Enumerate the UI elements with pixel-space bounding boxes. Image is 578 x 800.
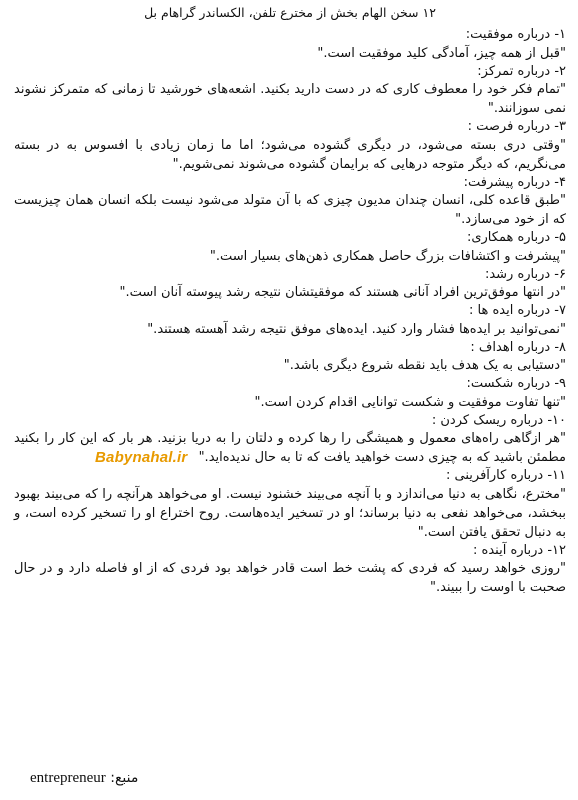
quote-text: "وقتی دری بسته می‌شود، در دیگری گشوده می‌شود؛ اما ما زمان زیادی با افسوس به در بسته می‌نگریم، که دیگر متوجه درهایی که برایمان گشوده می‌شوند نمی‌شویم." xyxy=(14,137,566,172)
quote-text: "روزی خواهد رسید که فردی که پشت خط است قادر خواهد بود فردی که از او فاصله دارد و در حال صحبت با اوست را ببیند." xyxy=(14,561,566,595)
quote-item-4 xyxy=(14,174,566,230)
quote-item-11 xyxy=(14,467,566,542)
quote-heading: ۵- درباره همکاری: xyxy=(466,230,566,245)
quote-text: "مخترع، نگاهی به دنیا می‌اندازد و با آنچه می‌بیند خشنود نیست. او می‌خواهد هرآنچه را که می‌بیند بهبود ببخشد، می‌خواهد نفعی به دنیا برساند؛ او در تسخیر ایده‌هاست. روح اختراع او را تسخیر کرده است، و به دنبال تحقق یافتن است." xyxy=(14,486,566,540)
quote-heading: ۹- درباره شکست: xyxy=(466,376,566,391)
quote-text: "نمی‌توانید بر ایده‌ها فشار وارد کنید. ایده‌های موفق نتیجه رشد آهسته هستند." xyxy=(147,321,566,337)
source-line xyxy=(30,768,138,788)
site-watermark: Babynahal.ir xyxy=(95,449,188,466)
quote-heading: ۶- درباره رشد: xyxy=(484,266,566,282)
quote-item-8 xyxy=(14,339,566,376)
quote-text: "تنها تفاوت موفقیت و شکست توانایی اقدام کردن است." xyxy=(254,394,566,410)
source-label: منبع: xyxy=(110,770,139,786)
quote-heading: ۱۲- درباره آینده : xyxy=(473,542,566,558)
quote-item-6 xyxy=(14,266,566,303)
article-title: ۱۲ سخن الهام بخش از مخترع تلفن، الکساندر گراهام بل xyxy=(144,5,436,20)
quote-heading: ۱- درباره موفقیت: xyxy=(465,27,566,42)
quote-item-5 xyxy=(14,229,566,266)
quote-text: "پیشرفت و اکتشافات بزرگ حاصل همکاری ذهن‌های بسیار است." xyxy=(209,248,566,264)
quote-text: "هر ازگاهی راه‌های معمول و همیشگی را رها کرده و دلتان را به دریا بزنید. هر بار که این کار را بکنید مطمئن باشید که به چیزی دست خواهید یافت که تا به حال ندیده‌اید." xyxy=(14,431,566,465)
quote-heading: ۲- درباره تمرکز: xyxy=(477,63,566,79)
quote-heading: ۸- درباره اهداف : xyxy=(470,339,566,355)
quote-item-2 xyxy=(14,63,566,119)
source-value: entrepreneur xyxy=(30,770,106,786)
quote-item-3 xyxy=(14,118,566,174)
quote-text: "دستیابی به یک هدف باید نقطه شروع دیگری باشد." xyxy=(283,358,566,373)
quote-text: "تمام فکر خود را معطوف کاری که در دست دارید بکنید. اشعه‌های خورشید تا زمانی که متمرکز نشوند نمی سوزانند." xyxy=(14,82,566,116)
quote-heading: ۱۱- درباره کارآفرینی : xyxy=(446,468,566,483)
quote-item-12 xyxy=(14,542,566,598)
quote-item-9 xyxy=(14,375,566,412)
quote-heading: ۴- درباره پیشرفت: xyxy=(463,174,566,190)
quote-text: "طبق قاعده کلی، انسان چندان مدیون چیزی که با آن متولد می‌شود نیست بلکه انسان همان چیزیست که از خود می‌سازد." xyxy=(14,193,566,227)
quote-item-1 xyxy=(14,26,566,63)
quote-heading: ۳- درباره فرصت : xyxy=(467,119,566,134)
quote-text: "در انتها موفق‌ترین افراد آنانی هستند که موفقیتشان نتیجه رشد پیوسته آنان است." xyxy=(119,285,566,300)
quote-item-7 xyxy=(14,302,566,339)
quote-heading: ۱۰- درباره ریسک کردن : xyxy=(431,412,566,428)
quote-heading: ۷- درباره ایده ها : xyxy=(468,303,566,318)
quote-text: "قبل از همه چیز، آمادگی کلید موفقیت است." xyxy=(317,45,566,61)
